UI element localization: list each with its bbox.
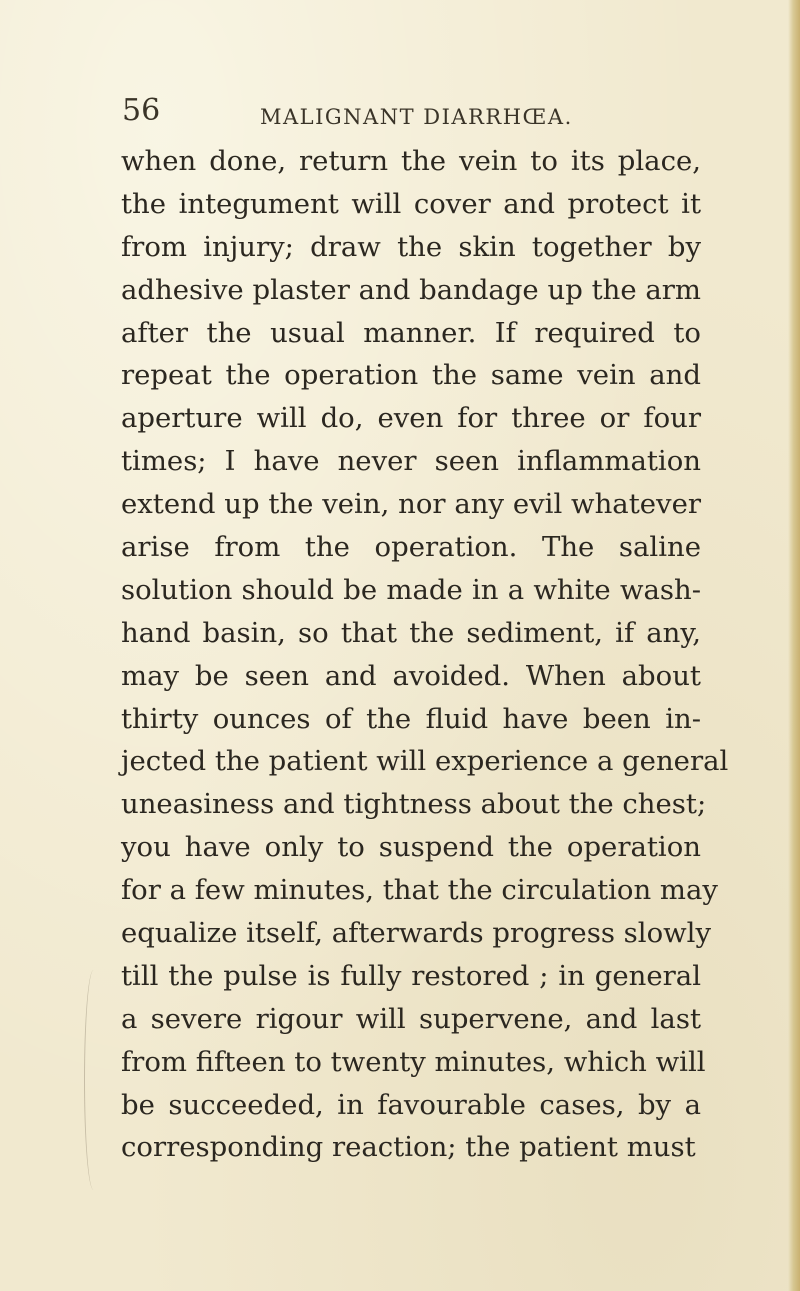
text-line: when done, return the vein to its place, — [121, 145, 701, 177]
running-head: MALIGNANT DIARRHŒA. — [260, 105, 573, 129]
text-line: after the usual manner. If required to — [121, 316, 701, 349]
text-line: till the pulse is fully restored ; in general — [121, 959, 701, 992]
text-line: a severe rigour will supervene, and last — [121, 1002, 701, 1035]
text-line: aperture will do, even for three or four — [121, 402, 701, 435]
text-line: times; I have never seen inflammation — [121, 445, 701, 478]
text-line: may be seen and avoided. When about — [121, 659, 701, 692]
page-number: 56 — [122, 93, 161, 128]
text-line: equalize itself, afterwards progress slowly — [121, 917, 712, 950]
margin-pencil-mark — [84, 970, 103, 1190]
text-line: from fifteen to twenty minutes, which will — [121, 1045, 706, 1078]
text-line: adhesive plaster and bandage up the arm — [121, 273, 701, 306]
text-line: solution should be made in a white wash- — [121, 573, 701, 606]
text-line: jected the patient will experience a general — [121, 745, 729, 778]
text-line: extend up the vein, nor any evil whatever — [121, 488, 701, 521]
page-edge-shadow — [788, 0, 800, 1291]
text-line: for a few minutes, that the circulation may — [121, 874, 718, 907]
text-line: corresponding reaction; the patient must — [121, 1131, 696, 1164]
text-line: from injury; draw the skin together by — [121, 230, 701, 263]
text-line: the integument will cover and protect it — [121, 187, 701, 220]
text-line: hand basin, so that the sediment, if any, — [121, 616, 701, 649]
text-line: you have only to suspend the operation — [121, 831, 701, 864]
text-line: thirty ounces of the fluid have been in- — [121, 702, 701, 735]
page-header — [122, 93, 682, 136]
text-line: be succeeded, in favourable cases, by a — [121, 1088, 701, 1121]
text-line: repeat the operation the same vein and — [121, 359, 701, 392]
text-line: arise from the operation. The saline — [121, 531, 701, 564]
body-text — [121, 140, 729, 1169]
text-line: uneasiness and tightness about the chest; — [121, 788, 707, 821]
